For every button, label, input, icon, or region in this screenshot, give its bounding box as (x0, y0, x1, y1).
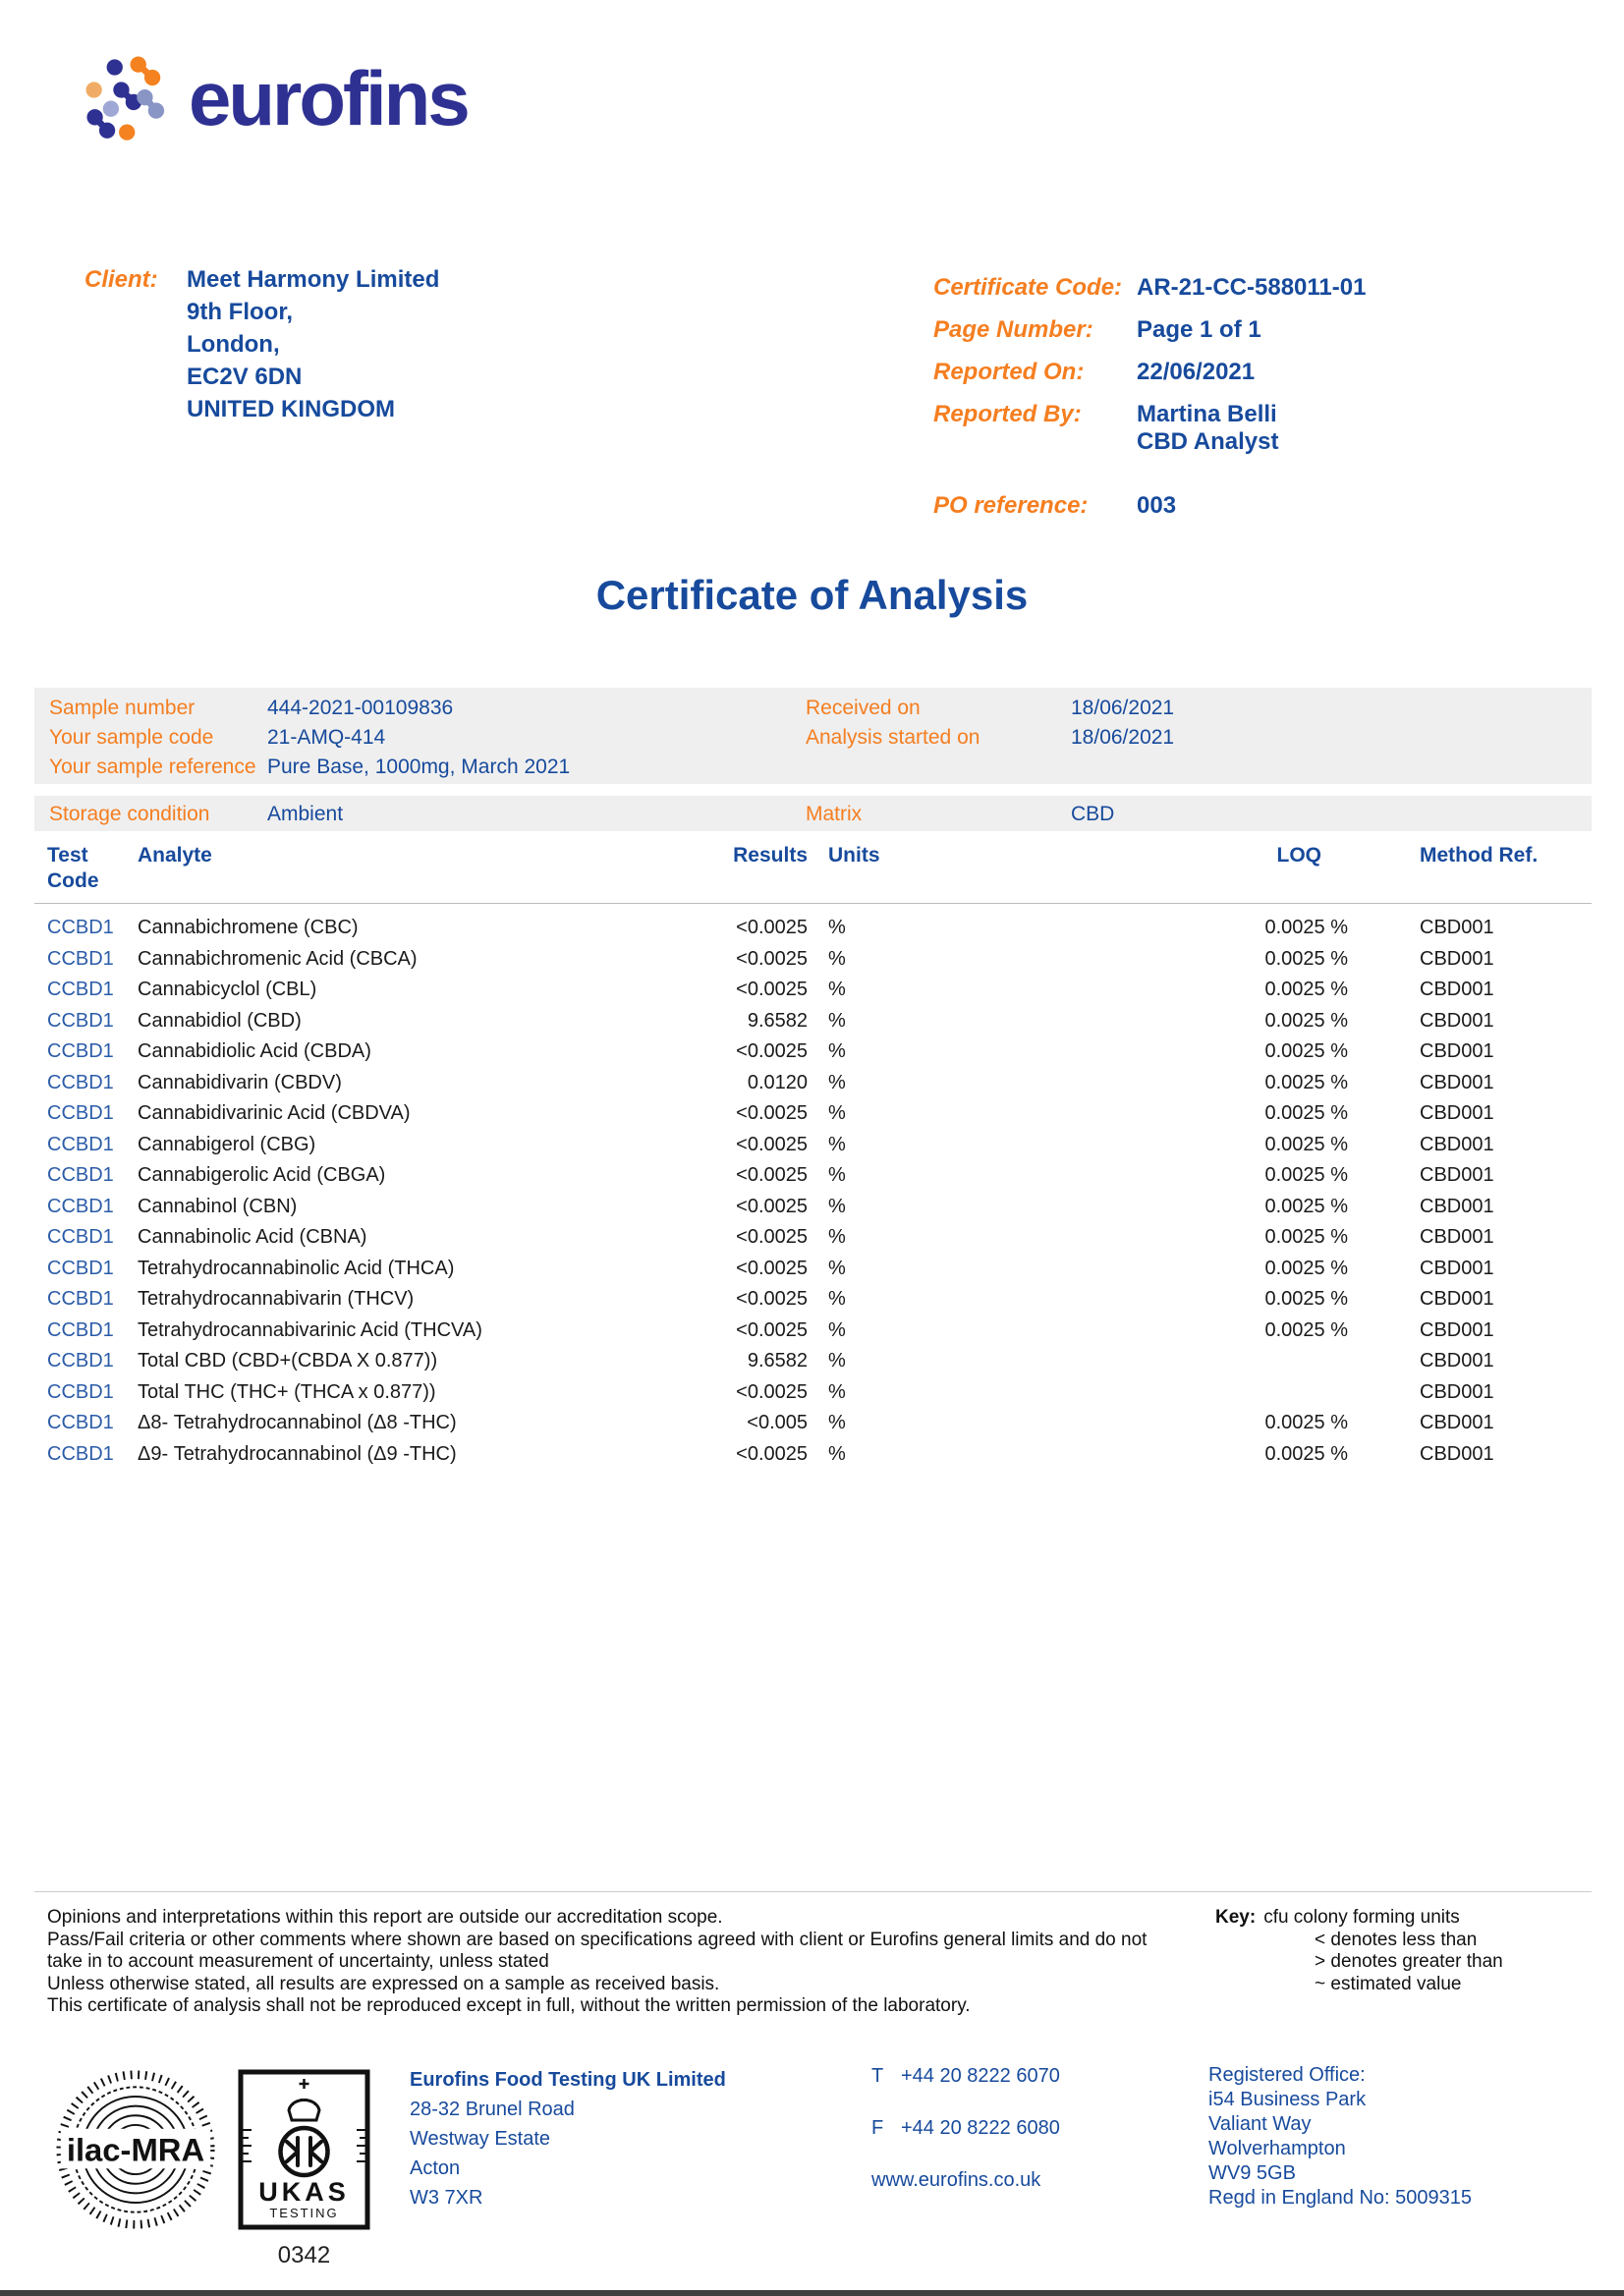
result-units: % (828, 979, 846, 1000)
phone-t-prefix: T (871, 2065, 884, 2087)
result-value: <0.0025 (736, 1380, 808, 1403)
result-row (34, 1346, 1592, 1377)
result-method: CBD001 (1420, 1102, 1494, 1124)
result-row (34, 1377, 1592, 1409)
result-row (34, 913, 1592, 944)
page-title: Certificate of Analysis (595, 572, 1029, 618)
sample-info-value (1071, 753, 1592, 782)
phone-f-prefix: F (871, 2117, 884, 2139)
svg-text:TESTING: TESTING (269, 2206, 339, 2220)
result-loq: 0.0025 % (1264, 1164, 1348, 1186)
result-analyte: Tetrahydrocannabivarinic Acid (THCVA) (138, 1318, 482, 1341)
result-loq: 0.0025 % (1264, 979, 1348, 1000)
result-loq: 0.0025 % (1264, 1133, 1348, 1155)
result-method: CBD001 (1420, 1071, 1494, 1093)
text-line: i54 Business Park (1208, 2089, 1367, 2110)
result-value: <0.0025 (736, 1164, 808, 1186)
client-name: Meet Harmony Limited (187, 266, 440, 293)
text-line: Unless otherwise stated, all results are expressed on a sample as received basis. (47, 1973, 720, 1994)
meta-label: Certificate Code: (933, 274, 1123, 301)
meta-value (1137, 359, 1255, 386)
meta-value-line2: CBD Analyst (1137, 428, 1279, 455)
result-method: CBD001 (1420, 979, 1494, 1000)
sample-info-value: 18/06/2021 (1071, 697, 1175, 719)
text-line: < denotes less than (1315, 1929, 1478, 1950)
text-line: take in to account measurement of uncertainty, unless stated (47, 1951, 549, 1972)
result-row (34, 1408, 1592, 1439)
text-line: London, (187, 331, 280, 358)
disclaimer-text (47, 1907, 1197, 2018)
result-test-code: CCBD1 (47, 1412, 114, 1433)
ukas-number: 0342 (277, 2242, 331, 2268)
result-units: % (828, 917, 846, 938)
result-loq: 0.0025 % (1264, 1288, 1348, 1310)
result-analyte: Cannabidivarin (CBDV) (138, 1071, 342, 1093)
result-method: CBD001 (1420, 1442, 1494, 1465)
phone-f-number: +44 20 8222 6080 (901, 2117, 1060, 2139)
result-analyte: Cannabidiolic Acid (CBDA) (138, 1040, 371, 1062)
result-method: CBD001 (1420, 1412, 1494, 1433)
text-line: EC2V 6DN (187, 364, 303, 390)
result-test-code: CCBD1 (47, 1040, 114, 1062)
key-label: Key: (1215, 1907, 1257, 1928)
text-line: Registered Office: (1208, 2064, 1366, 2086)
result-test-code: CCBD1 (47, 1195, 114, 1217)
result-analyte: Cannabigerolic Acid (CBGA) (138, 1164, 386, 1186)
result-value: <0.0025 (736, 1442, 808, 1465)
company-address-lines (410, 2095, 726, 2212)
result-value: <0.0025 (736, 1195, 808, 1217)
sample-info-label: Sample number (49, 697, 196, 719)
result-units: % (828, 1102, 846, 1124)
result-loq: 0.0025 % (1264, 1318, 1348, 1341)
result-method: CBD001 (1420, 1133, 1494, 1155)
result-method: CBD001 (1420, 1257, 1494, 1279)
result-loq: 0.0025 % (1264, 1257, 1348, 1279)
result-loq: 0.0025 % (1264, 1071, 1348, 1093)
result-units: % (828, 1257, 846, 1279)
result-analyte: Cannabinolic Acid (CBNA) (138, 1226, 367, 1248)
text-line: ~ estimated value (1315, 1973, 1462, 1994)
result-test-code: CCBD1 (47, 1257, 114, 1279)
result-test-code: CCBD1 (47, 1071, 114, 1093)
result-value: 9.6582 (747, 1009, 808, 1032)
result-row (34, 975, 1592, 1006)
result-test-code: CCBD1 (47, 1133, 114, 1155)
result-row (34, 1254, 1592, 1285)
result-loq: 0.0025 % (1264, 1102, 1348, 1124)
result-units: % (828, 1009, 846, 1032)
result-row (34, 1006, 1592, 1037)
sample-info-band (34, 688, 1592, 784)
result-units: % (828, 1318, 846, 1341)
result-value: <0.0025 (736, 1226, 808, 1248)
result-row (34, 1036, 1592, 1068)
sample-info-row (34, 799, 1592, 829)
result-row (34, 1068, 1592, 1099)
header-loq: LOQ (1276, 844, 1321, 867)
meta-value-line: Martina Belli (1137, 401, 1277, 427)
client-address (187, 263, 439, 425)
result-loq: 0.0025 % (1264, 947, 1348, 970)
header-method-ref: Method Ref. (1420, 844, 1539, 867)
key-items (1315, 1930, 1503, 1996)
result-row (34, 1160, 1592, 1192)
text-line: UNITED KINGDOM (187, 396, 395, 422)
result-row (34, 944, 1592, 976)
phone-t (871, 2065, 1060, 2087)
result-units: % (828, 947, 846, 970)
client-address-lines (187, 296, 439, 425)
result-test-code: CCBD1 (47, 1380, 114, 1403)
text-line: WV9 5GB (1208, 2162, 1296, 2184)
po-reference-label: PO reference: (933, 492, 1089, 519)
meta-value-line: 22/06/2021 (1137, 359, 1256, 385)
svg-text:UKAS: UKAS (258, 2177, 350, 2207)
result-row (34, 1284, 1592, 1316)
result-method: CBD001 (1420, 1288, 1494, 1310)
text-line: Valiant Way (1208, 2113, 1312, 2135)
result-loq: 0.0025 % (1264, 1195, 1348, 1217)
result-units: % (828, 1133, 846, 1155)
text-line: Opinions and interpretations within this report are outside our accreditation scope. (47, 1907, 723, 1928)
sample-info-value: Ambient (267, 803, 344, 825)
result-method: CBD001 (1420, 1350, 1494, 1372)
sample-info-value: CBD (1071, 803, 1115, 825)
result-units: % (828, 1071, 846, 1093)
meta-label: Reported By: (933, 401, 1082, 427)
sample-info-value: 444-2021-00109836 (267, 697, 454, 719)
text-line: W3 7XR (410, 2187, 483, 2209)
result-test-code: CCBD1 (47, 1442, 114, 1465)
result-test-code: CCBD1 (47, 1164, 114, 1186)
key-first-line (1215, 1907, 1503, 1930)
results-table (34, 843, 1592, 1470)
website-link: www.eurofins.co.uk (871, 2169, 1041, 2191)
result-analyte: Tetrahydrocannabinolic Acid (THCA) (138, 1257, 455, 1279)
result-analyte: Cannabidiol (CBD) (138, 1009, 302, 1032)
result-units: % (828, 1226, 846, 1248)
sample-info-row (34, 694, 1592, 723)
ukas-testing-logo-icon (238, 2069, 370, 2230)
result-analyte: Cannabichromenic Acid (CBCA) (138, 947, 418, 970)
company-address-block (410, 2065, 726, 2212)
sample-info-label: Your sample code (49, 726, 214, 749)
result-method: CBD001 (1420, 1380, 1494, 1403)
result-value: <0.0025 (736, 1133, 808, 1155)
result-loq (896, 1377, 1348, 1409)
sample-info-label: Matrix (806, 803, 863, 825)
result-analyte: Tetrahydrocannabivarin (THCV) (138, 1288, 415, 1310)
result-row (34, 1192, 1592, 1223)
result-test-code: CCBD1 (47, 1009, 114, 1032)
sample-info-value: 18/06/2021 (1071, 726, 1175, 749)
result-value: <0.0025 (736, 1257, 808, 1279)
text-line: Pass/Fail criteria or other comments where shown are based on specifications agreed with client or Eurofins general limits and do not (47, 1929, 1148, 1950)
result-loq: 0.0025 % (1264, 1442, 1348, 1465)
meta-row (933, 274, 1366, 302)
results-table-header (34, 843, 1592, 904)
result-method: CBD001 (1420, 917, 1494, 938)
result-test-code: CCBD1 (47, 1226, 114, 1248)
text-line: This certificate of analysis shall not be reproduced except in full, without the written permission of the laboratory. (47, 1995, 971, 2016)
result-method: CBD001 (1420, 1318, 1494, 1341)
result-row (34, 1316, 1592, 1347)
result-analyte: Cannabicyclol (CBL) (138, 979, 317, 1000)
result-loq: 0.0025 % (1264, 1040, 1348, 1062)
result-loq (896, 1346, 1348, 1377)
text-line: 28-32 Brunel Road (410, 2099, 575, 2120)
registered-office-block (1208, 2063, 1472, 2211)
result-method: CBD001 (1420, 1226, 1494, 1248)
page-bottom-edge (0, 2290, 1624, 2296)
header-test-code: Test Code (47, 844, 99, 892)
result-analyte: Cannabinol (CBN) (138, 1195, 298, 1217)
po-reference-value: 003 (1137, 492, 1177, 519)
meta-row (933, 359, 1366, 386)
result-units: % (828, 1164, 846, 1186)
result-analyte: Δ9- Tetrahydrocannabinol (Δ9 -THC) (138, 1442, 457, 1465)
storage-matrix-band (34, 796, 1592, 831)
result-analyte: Δ8- Tetrahydrocannabinol (Δ8 -THC) (138, 1412, 457, 1433)
sample-info-row (34, 723, 1592, 753)
result-test-code: CCBD1 (47, 1318, 114, 1341)
phone-f (871, 2117, 1060, 2139)
result-analyte: Cannabidivarinic Acid (CBDVA) (138, 1102, 411, 1124)
text-line: Acton (410, 2157, 461, 2179)
footer-divider (34, 1891, 1592, 1892)
eurofins-logo-icon (84, 55, 179, 147)
sample-info-row (34, 753, 1592, 782)
result-method: CBD001 (1420, 1195, 1494, 1217)
result-value: <0.0025 (736, 1318, 808, 1341)
result-method: CBD001 (1420, 1009, 1494, 1032)
result-value: <0.0025 (736, 1288, 808, 1310)
sample-info-value: 21-AMQ-414 (267, 726, 386, 749)
result-loq: 0.0025 % (1264, 1226, 1348, 1248)
meta-value (1137, 274, 1366, 302)
result-loq: 0.0025 % (1264, 1412, 1348, 1433)
result-value: <0.0025 (736, 1040, 808, 1062)
meta-row (933, 401, 1366, 456)
meta-value-line: Page 1 of 1 (1137, 316, 1261, 343)
meta-label: Reported On: (933, 359, 1085, 385)
meta-value (1137, 401, 1278, 456)
text-line: > denotes greater than (1315, 1951, 1503, 1972)
result-value: <0.0025 (736, 979, 808, 1000)
result-method: CBD001 (1420, 1164, 1494, 1186)
sample-info-label: Analysis started on (806, 726, 980, 749)
eurofins-wordmark: eurofins (189, 55, 468, 141)
result-value: <0.0025 (736, 947, 808, 970)
result-loq: 0.0025 % (1264, 1009, 1348, 1032)
certificate-meta (933, 274, 1366, 534)
header-results: Results (733, 844, 808, 867)
results-table-body (34, 904, 1592, 1470)
text-line: 9th Floor, (187, 299, 293, 325)
result-method: CBD001 (1420, 1040, 1494, 1062)
svg-text:ilac-MRA: ilac-MRA (66, 2131, 205, 2168)
result-value: 9.6582 (747, 1350, 808, 1372)
result-units: % (828, 1412, 846, 1433)
result-test-code: CCBD1 (47, 979, 114, 1000)
sample-info-label: Your sample reference (49, 756, 256, 778)
result-units: % (828, 1380, 846, 1403)
ilac-mra-logo-icon (55, 2069, 216, 2230)
result-analyte: Cannabigerol (CBG) (138, 1133, 316, 1155)
result-units: % (828, 1442, 846, 1465)
sample-info-label: Storage condition (49, 803, 210, 825)
result-units: % (828, 1350, 846, 1372)
result-method: CBD001 (1420, 947, 1494, 970)
text-line: Westway Estate (410, 2128, 551, 2150)
sample-info-label (806, 753, 1071, 782)
header-units: Units (828, 844, 880, 867)
result-row (34, 1222, 1592, 1254)
result-value: <0.0025 (736, 1102, 808, 1124)
text-line: Regd in England No: 5009315 (1208, 2187, 1472, 2209)
sample-info-value: Pure Base, 1000mg, March 2021 (267, 756, 571, 778)
result-value: 0.0120 (747, 1071, 808, 1093)
company-name: Eurofins Food Testing UK Limited (410, 2069, 726, 2091)
result-test-code: CCBD1 (47, 1288, 114, 1310)
result-row (34, 1130, 1592, 1161)
result-analyte: Cannabichromene (CBC) (138, 917, 359, 938)
result-test-code: CCBD1 (47, 1350, 114, 1372)
result-units: % (828, 1040, 846, 1062)
meta-value-line: AR-21-CC-588011-01 (1137, 274, 1367, 301)
header-analyte: Analyte (138, 844, 212, 867)
meta-value (1137, 316, 1261, 344)
contact-block (871, 2065, 1060, 2221)
text-line: Wolverhampton (1208, 2138, 1346, 2159)
sample-info-label: Received on (806, 697, 921, 719)
result-analyte: Total CBD (CBD+(CBDA X 0.877)) (138, 1350, 438, 1372)
phone-t-number: +44 20 8222 6070 (901, 2065, 1060, 2087)
result-units: % (828, 1195, 846, 1217)
result-test-code: CCBD1 (47, 917, 114, 938)
key-cfu: cfu colony forming units (1263, 1907, 1460, 1928)
result-units: % (828, 1288, 846, 1310)
po-reference-row (933, 492, 1366, 520)
client-block (84, 263, 439, 425)
result-value: <0.0025 (736, 917, 808, 938)
result-value: <0.005 (747, 1412, 808, 1433)
meta-rows (933, 274, 1366, 456)
result-analyte: Total THC (THC+ (THCA x 0.877)) (138, 1380, 436, 1403)
meta-label: Page Number: (933, 316, 1093, 343)
meta-row (933, 316, 1366, 344)
result-test-code: CCBD1 (47, 947, 114, 970)
result-test-code: CCBD1 (47, 1102, 114, 1124)
result-row (34, 1439, 1592, 1471)
result-loq: 0.0025 % (1264, 917, 1348, 938)
client-label: Client: (84, 266, 158, 293)
key-block (1215, 1907, 1503, 1995)
result-row (34, 1098, 1592, 1130)
